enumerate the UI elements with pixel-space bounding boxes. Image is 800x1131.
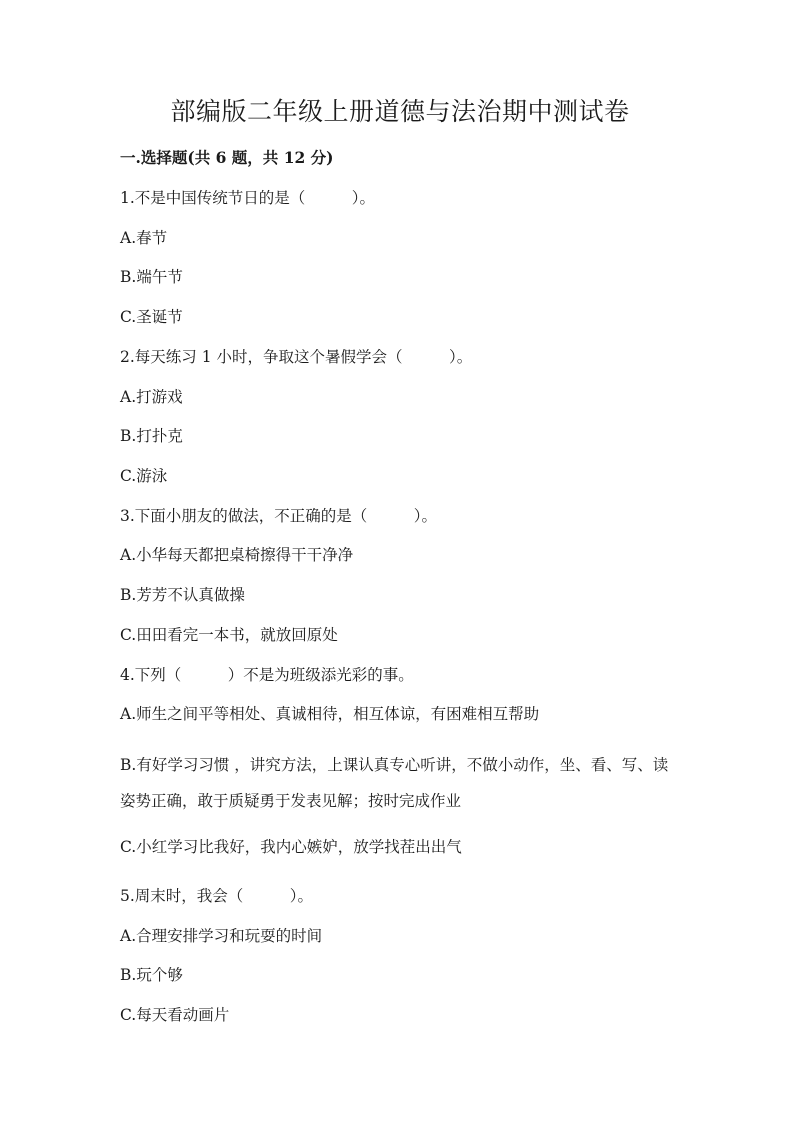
question-2-stem: 2.每天练习 1 小时，争取这个暑假学会（ ）。 [120,348,473,366]
question-4-option-a: A.师生之间平等相处、真诚相待，相互体谅，有困难相互帮助 [120,705,540,723]
page-title: 部编版二年级上册道德与法治期中测试卷 [170,97,630,126]
question-5-option-c: C.每天看动画片 [120,1006,230,1024]
question-4-option-c: C.小红学习比我好，我内心嫉妒，放学找茬出出气 [120,838,462,856]
question-3-stem: 3.下面小朋友的做法，不正确的是（ ）。 [120,507,438,525]
question-3-option-b: B.芳芳不认真做操 [120,586,245,604]
question-4-option-b: B.有好学习习惯 ，讲究方法，上课认真专心听讲，不做小动作，坐、看、写、读姿势正确，敢于质疑勇于发表见解；按时完成作业 [120,756,669,810]
question-3-option-a: A.小华每天都把桌椅擦得干干净净 [120,546,354,564]
question-2-option-a: A.打游戏 [120,388,183,406]
question-2-option-b: B.打扑克 [120,427,183,445]
question-1-option-a: A.春节 [120,229,168,247]
question-1-option-c: C.圣诞节 [120,308,183,326]
question-1-option-b: B.端午节 [120,268,183,286]
question-5-stem: 5.周末时，我会（ ）。 [120,887,314,905]
question-2-option-c: C.游泳 [120,467,168,485]
section-heading: 一.选择题(共 6 题，共 12 分) [120,148,334,167]
question-5-option-a: A.合理安排学习和玩耍的时间 [120,927,323,945]
question-4-stem: 4.下列（ ）不是为班级添光彩的事。 [120,666,414,684]
question-3-option-c: C.田田看完一本书，就放回原处 [120,626,338,644]
question-1-stem: 1.不是中国传统节日的是（ ）。 [120,189,376,207]
question-5-option-b: B.玩个够 [120,966,183,984]
